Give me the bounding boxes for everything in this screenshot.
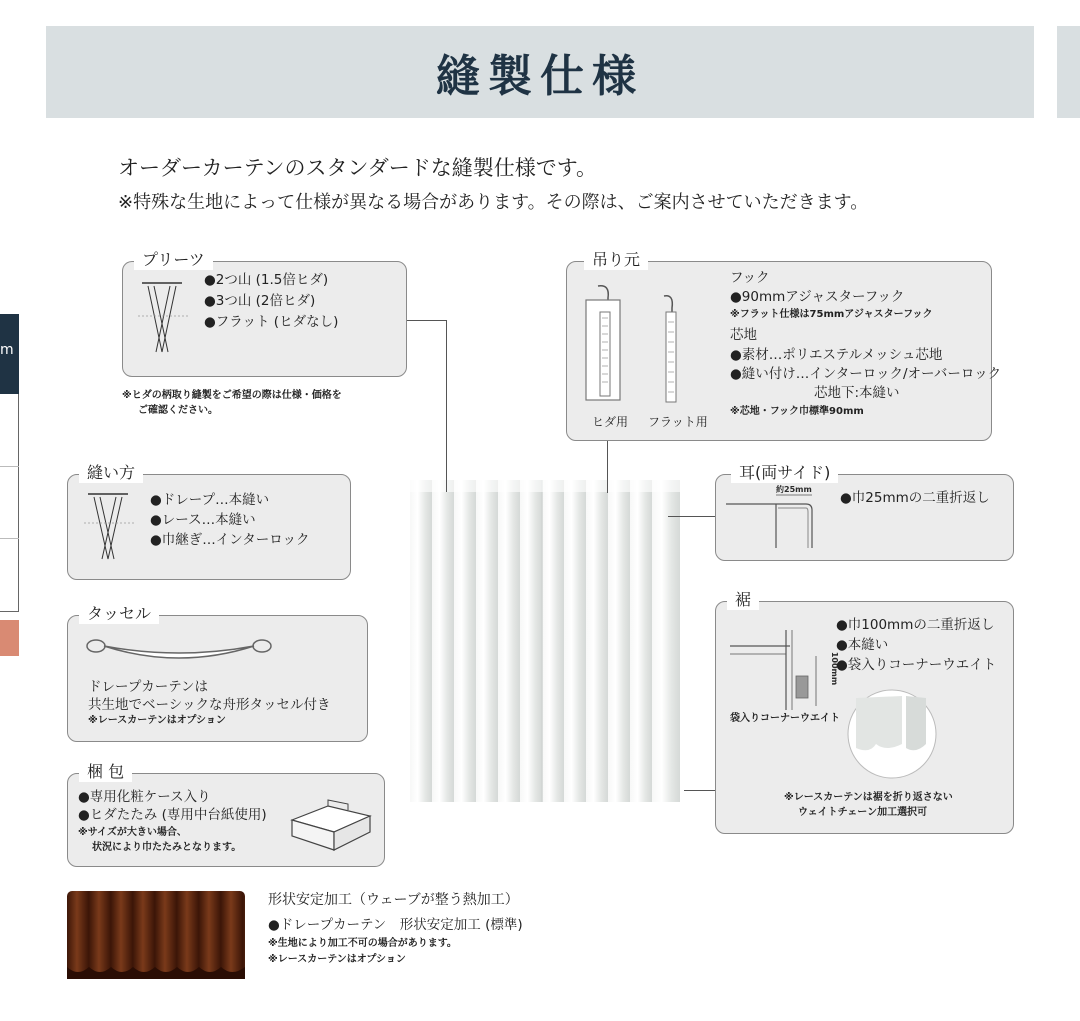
intro-text: オーダーカーテンのスタンダードな縫製仕様です。 bbox=[118, 156, 598, 180]
hanging-title: 吊り元 bbox=[584, 250, 648, 270]
hem-title: 裾 bbox=[727, 590, 759, 610]
flat-hook-label: フラット用 bbox=[648, 415, 708, 429]
hook-note: ※フラット仕様は75mmアジャスターフック bbox=[730, 309, 933, 320]
side-hem-diagram-icon bbox=[722, 488, 828, 552]
side-item: ●巾25mmの二重折返し bbox=[840, 490, 990, 506]
price-table-button[interactable] bbox=[0, 620, 19, 656]
hem-item: ●巾100mmの二重折返し bbox=[836, 617, 995, 633]
packing-box-icon bbox=[288, 796, 374, 852]
shape-note: ※レースカーテンはオプション bbox=[268, 954, 406, 965]
pleat-hook-label: ヒダ用 bbox=[592, 415, 629, 429]
hem-item: ●本縫い bbox=[836, 637, 889, 653]
shape-note: ※生地により加工不可の場合があります。 bbox=[268, 938, 457, 949]
hem-item: ●袋入りコーナーウエイト bbox=[836, 657, 997, 673]
pleats-item: ●2つ山 (1.5倍ヒダ) bbox=[204, 272, 329, 288]
pleats-note: ご確認ください。 bbox=[138, 405, 218, 416]
hook-item: ●90mmアジャスターフック bbox=[730, 289, 905, 305]
pleats-item: ●フラット (ヒダなし) bbox=[204, 314, 339, 330]
tassel-icon bbox=[84, 634, 274, 670]
hem-dimension-label: 100mm bbox=[830, 651, 840, 686]
core-item: ●縫い付け…インターロック/オーバーロック bbox=[730, 366, 1002, 382]
core-item: 芯地下:本縫い bbox=[814, 385, 900, 401]
tassel-note: ※レースカーテンはオプション bbox=[88, 715, 226, 726]
sewing-item: ●巾継ぎ…インターロック bbox=[150, 532, 310, 548]
hook-heading: フック bbox=[730, 270, 770, 286]
pleat-hook-icon bbox=[580, 282, 630, 406]
pleats-note: ※ヒダの柄取り縫製をご希望の際は仕様・価格を bbox=[122, 390, 342, 401]
hem-note: ※レースカーテンは裾を折り返さない bbox=[784, 792, 953, 803]
packing-note: ※サイズが大きい場合、 bbox=[78, 827, 187, 838]
pleat-diagram-icon bbox=[138, 278, 188, 358]
price-table-header-text: m bbox=[0, 342, 14, 358]
packing-item: ●専用化粧ケース入り bbox=[78, 789, 211, 805]
hem-weight-label: 袋入りコーナーウエイト bbox=[730, 713, 840, 724]
side-dimension-label: 約25mm bbox=[776, 485, 812, 494]
shape-item: ●ドレープカーテン 形状安定加工 (標準) bbox=[268, 917, 523, 933]
core-item: ●素材…ポリエステルメッシュ芯地 bbox=[730, 347, 943, 363]
table-divider bbox=[0, 466, 19, 467]
curtain-illustration bbox=[400, 470, 690, 810]
sewing-item: ●レース…本縫い bbox=[150, 512, 256, 528]
price-table-body bbox=[0, 394, 19, 612]
tassel-text: ドレープカーテンは bbox=[88, 679, 209, 695]
table-divider bbox=[0, 538, 19, 539]
shape-stabilized-curtain-photo bbox=[67, 891, 245, 979]
hem-diagram-icon bbox=[730, 626, 830, 710]
connector-line bbox=[607, 441, 608, 493]
core-note: ※芯地・フック巾標準90mm bbox=[730, 406, 864, 417]
sewing-title: 縫い方 bbox=[79, 463, 143, 483]
packing-note: 状況により巾たたみとなります。 bbox=[92, 842, 242, 853]
connector-line bbox=[406, 320, 447, 321]
hem-note: ウェイトチェーン加工選択可 bbox=[798, 807, 928, 818]
connector-line bbox=[684, 790, 715, 791]
pleats-title: プリーツ bbox=[134, 250, 213, 270]
sewing-item: ●ドレープ…本縫い bbox=[150, 492, 270, 508]
intro-note: ※特殊な生地によって仕様が異なる場合があります。その際は、ご案内させていただきます。 bbox=[118, 192, 869, 213]
side-title: 耳(両サイド) bbox=[731, 463, 838, 483]
tassel-title: タッセル bbox=[79, 604, 159, 624]
pleats-item: ●3つ山 (2倍ヒダ) bbox=[204, 293, 316, 309]
page-title: 縫製仕様 bbox=[436, 51, 644, 102]
flat-hook-icon bbox=[652, 292, 692, 406]
packing-item: ●ヒダたたみ (専用中台紙使用) bbox=[78, 807, 267, 823]
tassel-text: 共生地でベーシックな舟形タッセル付き bbox=[88, 697, 331, 713]
shape-title: 形状安定加工（ウェーブが整う熱加工） bbox=[268, 892, 519, 908]
curtain-folds bbox=[410, 480, 680, 802]
connector-line bbox=[668, 516, 715, 517]
connector-line bbox=[446, 320, 447, 492]
core-heading: 芯地 bbox=[730, 327, 757, 343]
packing-title: 梱 包 bbox=[79, 762, 132, 782]
sewing-diagram-icon bbox=[84, 489, 134, 565]
next-banner-edge bbox=[1057, 26, 1080, 118]
hem-closeup-icon bbox=[846, 688, 938, 780]
